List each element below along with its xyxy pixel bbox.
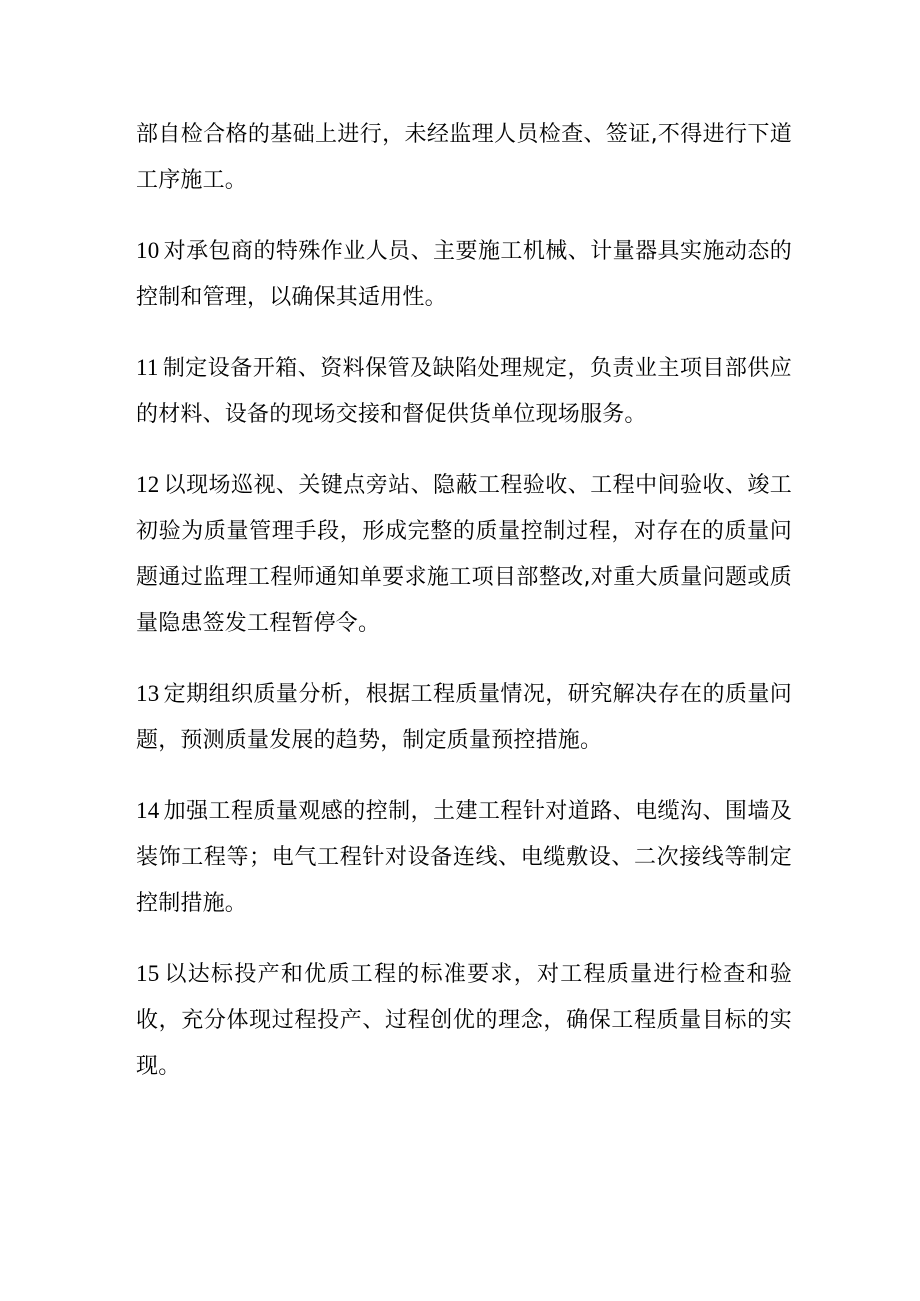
paragraph-item-13 xyxy=(136,671,792,764)
item-number: 14 xyxy=(136,798,160,823)
item-number: 12 xyxy=(136,472,160,497)
item-number: 11 xyxy=(136,355,159,380)
paragraph-continuation xyxy=(136,112,792,204)
item-number: 10 xyxy=(136,238,160,263)
paragraph-text: 部自检合格的基础上进行，未经监理人员检查、签证,不得进行下道工序施工。 xyxy=(136,122,792,193)
paragraph-item-12 xyxy=(136,462,792,647)
item-number: 15 xyxy=(136,961,160,986)
paragraph-text: 制定设备开箱、资料保管及缺陷处理规定，负责业主项目部供应的材料、设备的现场交接和督促供货单位现场服务。 xyxy=(136,356,792,427)
paragraph-text: 加强工程质量观感的控制，土建工程针对道路、电缆沟、围墙及装饰工程等；电气工程针对设备连线、电缆敷设、二次接线等制定控制措施。 xyxy=(136,799,792,916)
paragraph-item-11 xyxy=(136,345,792,438)
paragraph-text: 对承包商的特殊作业人员、主要施工机械、计量器具实施动态的控制和管理，以确保其适用性。 xyxy=(136,239,792,310)
paragraph-item-15 xyxy=(136,951,792,1090)
paragraph-text: 以达标投产和优质工程的标准要求，对工程质量进行检查和验收，充分体现过程投产、过程创优的理念，确保工程质量目标的实现。 xyxy=(136,962,792,1079)
document-page xyxy=(136,112,792,1114)
paragraph-text: 以现场巡视、关键点旁站、隐蔽工程验收、工程中间验收、竣工初验为质量管理手段，形成完整的质量控制过程，对存在的质量问题通过监理工程师通知单要求施工项目部整改,对重大质量问题或质量隐患签发工程暂停令。 xyxy=(136,473,792,636)
paragraph-text: 定期组织质量分析，根据工程质量情况，研究解决存在的质量问题，预测质量发展的趋势，制定质量预控措施。 xyxy=(136,682,792,753)
paragraph-item-14 xyxy=(136,788,792,927)
item-number: 13 xyxy=(136,681,160,706)
paragraph-item-10 xyxy=(136,228,792,321)
